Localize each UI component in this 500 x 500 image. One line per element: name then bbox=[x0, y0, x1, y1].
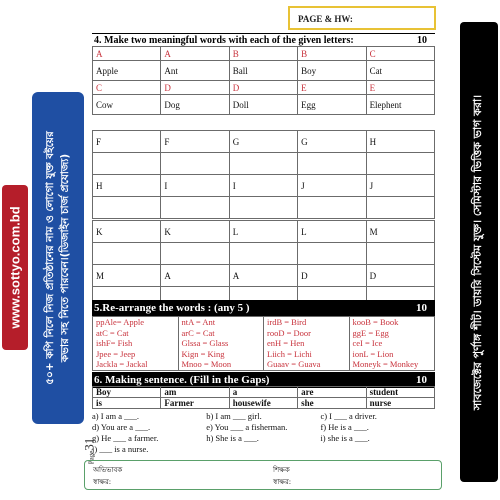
word-cell[interactable]: Cat bbox=[366, 61, 434, 81]
letters-table-2 bbox=[92, 130, 435, 219]
sentence-item[interactable]: f) He is a ___. bbox=[320, 422, 369, 432]
word-cell[interactable] bbox=[161, 197, 229, 219]
letter-cell: F bbox=[93, 131, 161, 153]
letter-cell: A bbox=[161, 265, 229, 287]
rearrange-column-4 bbox=[349, 317, 435, 371]
letter-cell: D bbox=[366, 265, 434, 287]
letter-cell: D bbox=[298, 265, 366, 287]
website-badge[interactable] bbox=[2, 185, 28, 350]
gap-word: student bbox=[366, 387, 434, 398]
gap-word: nurse bbox=[366, 398, 434, 409]
word-cell[interactable] bbox=[161, 243, 229, 265]
rearrange-item: ggE = Egg bbox=[352, 327, 389, 338]
section5-header bbox=[92, 300, 435, 316]
gap-word: a bbox=[229, 387, 297, 398]
word-cell[interactable]: Boy bbox=[298, 61, 366, 81]
rearrange-item: arC = Cat bbox=[181, 327, 215, 338]
letter-cell: M bbox=[93, 265, 161, 287]
letters-table-3 bbox=[92, 220, 435, 309]
section6-title: 6. Making sentence. (Fill in the Gaps) bbox=[94, 374, 270, 386]
left-banner bbox=[0, 0, 36, 500]
sentence-item[interactable]: e) You ___ a fisherman. bbox=[206, 422, 288, 432]
guardian-sign[interactable]: স্বাক্ষর: bbox=[93, 478, 112, 486]
sentence-row bbox=[92, 433, 435, 444]
letter-cell: H bbox=[366, 131, 434, 153]
rearrange-row bbox=[93, 317, 435, 371]
word-cell[interactable] bbox=[93, 197, 161, 219]
letter-cell: J bbox=[366, 175, 434, 197]
word-cell[interactable]: Ball bbox=[229, 61, 297, 81]
teacher-label: শিক্ষক bbox=[273, 466, 290, 474]
word-cell[interactable]: Ant bbox=[161, 61, 229, 81]
section5-marks: 10 bbox=[416, 302, 427, 314]
rearrange-table bbox=[92, 316, 435, 371]
letter-cell: B bbox=[229, 47, 297, 61]
word-cell[interactable]: Apple bbox=[93, 61, 161, 81]
rearrange-item: Jpee = Jeep bbox=[96, 348, 136, 359]
rearrange-item: Glssa = Glass bbox=[181, 338, 229, 348]
letter-row bbox=[93, 265, 435, 287]
sentence-row bbox=[92, 422, 435, 433]
word-cell[interactable] bbox=[366, 153, 434, 175]
gap-word: Boy bbox=[93, 387, 161, 398]
letter-cell: E bbox=[366, 81, 434, 95]
letter-row bbox=[93, 47, 435, 61]
rearrange-item: enH = Hen bbox=[267, 338, 305, 348]
word-row bbox=[93, 243, 435, 265]
word-cell[interactable] bbox=[298, 197, 366, 219]
letters-table-1 bbox=[92, 46, 435, 115]
word-cell[interactable] bbox=[229, 153, 297, 175]
sentence-item[interactable]: i) she is a ___. bbox=[320, 433, 370, 443]
letter-cell: G bbox=[229, 131, 297, 153]
letter-cell: M bbox=[366, 221, 434, 243]
word-cell[interactable]: Doll bbox=[229, 95, 297, 115]
letter-cell: L bbox=[229, 221, 297, 243]
rearrange-item: kooB = Book bbox=[352, 317, 399, 327]
rearrange-item: rooD = Door bbox=[267, 327, 311, 338]
gap-words-row bbox=[93, 398, 435, 409]
rearrange-item: ppAle= Apple bbox=[96, 317, 144, 327]
section6-marks: 10 bbox=[416, 374, 427, 386]
letter-cell: C bbox=[366, 47, 434, 61]
letter-row bbox=[93, 221, 435, 243]
sentence-list bbox=[92, 411, 435, 455]
rearrange-column-2 bbox=[178, 317, 264, 371]
sentence-item[interactable]: c) I ___ a driver. bbox=[320, 411, 377, 421]
section5-title: 5.Re-arrange the words : (any 5 ) bbox=[94, 302, 250, 314]
gap-word: am bbox=[161, 387, 229, 398]
word-cell[interactable]: Dog bbox=[161, 95, 229, 115]
word-row bbox=[93, 197, 435, 219]
word-row bbox=[93, 95, 435, 115]
letter-cell: I bbox=[229, 175, 297, 197]
letter-cell: L bbox=[298, 221, 366, 243]
section4-marks: 10 bbox=[417, 34, 427, 46]
letter-cell: H bbox=[93, 175, 161, 197]
gap-word: housewife bbox=[229, 398, 297, 409]
word-cell[interactable]: Cow bbox=[93, 95, 161, 115]
rearrange-item: ntA = Ant bbox=[181, 317, 216, 327]
gap-word: is bbox=[93, 398, 161, 409]
rearrange-item: irdB = Bird bbox=[267, 317, 307, 327]
letter-cell: F bbox=[161, 131, 229, 153]
rearrange-item: Mnoo = Moon bbox=[181, 359, 232, 369]
page-label: Page bbox=[87, 450, 96, 465]
offer-line-2: কভার সহ নিতে পারবেন।(ডিজাইন চার্জ প্রযোজ্য) bbox=[59, 153, 72, 363]
word-cell[interactable] bbox=[229, 243, 297, 265]
right-banner bbox=[460, 22, 498, 482]
letter-cell: K bbox=[93, 221, 161, 243]
letter-cell: I bbox=[161, 175, 229, 197]
word-row bbox=[93, 153, 435, 175]
word-cell[interactable] bbox=[161, 153, 229, 175]
rearrange-item: ionL = Lion bbox=[352, 348, 394, 359]
gap-word: she bbox=[298, 398, 366, 409]
teacher-sign[interactable]: স্বাক্ষর: bbox=[273, 478, 292, 486]
letter-cell: A bbox=[93, 47, 161, 61]
letter-row bbox=[93, 175, 435, 197]
section4-header bbox=[92, 33, 435, 47]
sentence-row bbox=[92, 411, 435, 422]
letter-row bbox=[93, 81, 435, 95]
rearrange-item: Guaav = Guava bbox=[267, 359, 321, 369]
rearrange-item: ceI = Ice bbox=[352, 338, 383, 348]
right-banner-text: সাবজেক্টের পুর্ণাঙ্গ শীট। ডায়রি সিস্টেম যুক্ত। সেমিস্টার ভিত্তিক ভাগ করা। bbox=[471, 94, 485, 410]
word-cell[interactable] bbox=[298, 153, 366, 175]
gap-words-row bbox=[93, 387, 435, 398]
worksheet bbox=[81, 0, 452, 500]
section4-title: 4. Make two meaningful words with each of the given letters: bbox=[94, 34, 354, 46]
website-url: www.sottyo.com.bd bbox=[7, 206, 23, 329]
offer-line-1: ৫০+ কপি নিলে নিজ প্রতিষ্ঠানের নাম ও লোগো যুক্ত বইয়ের bbox=[44, 131, 57, 385]
letter-row bbox=[93, 131, 435, 153]
offer-badge bbox=[32, 92, 84, 424]
guardian-label: অভিভাবক bbox=[93, 466, 123, 474]
sentence-item[interactable]: j) ___ is a nurse. bbox=[92, 444, 149, 454]
letter-cell: D bbox=[229, 81, 297, 95]
gap-word: are bbox=[298, 387, 366, 398]
rearrange-item: Liich = Lichi bbox=[267, 348, 312, 359]
rearrange-item: atC = Cat bbox=[96, 327, 129, 338]
letter-cell: D bbox=[161, 81, 229, 95]
rearrange-column-1 bbox=[93, 317, 179, 371]
word-row bbox=[93, 61, 435, 81]
word-cell[interactable] bbox=[93, 243, 161, 265]
letter-cell: K bbox=[161, 221, 229, 243]
page-value: 31 bbox=[81, 437, 97, 451]
rearrange-item: ishF= Fish bbox=[96, 338, 133, 348]
gap-word: Farmer bbox=[161, 398, 229, 409]
page-hw-box[interactable]: PAGE & HW: bbox=[288, 6, 436, 30]
sentence-item[interactable]: a) I am a ___. bbox=[92, 411, 139, 421]
letter-cell: A bbox=[161, 47, 229, 61]
rearrange-item: Jackla = Jackal bbox=[96, 359, 148, 369]
letter-cell: C bbox=[93, 81, 161, 95]
rearrange-item: Kign = King bbox=[181, 348, 225, 359]
letter-cell: B bbox=[298, 47, 366, 61]
letter-cell: A bbox=[229, 265, 297, 287]
sentence-item[interactable]: d) You are a ___. bbox=[92, 422, 151, 432]
word-cell[interactable]: Elephent bbox=[366, 95, 434, 115]
sentence-item[interactable]: b) I am ___ girl. bbox=[206, 411, 262, 421]
letter-cell: G bbox=[298, 131, 366, 153]
letter-cell: J bbox=[298, 175, 366, 197]
offer-text bbox=[43, 131, 73, 385]
word-cell[interactable] bbox=[366, 197, 434, 219]
word-cell[interactable] bbox=[229, 197, 297, 219]
sentence-item[interactable]: h) She is a ___. bbox=[206, 433, 259, 443]
word-cell[interactable] bbox=[366, 243, 434, 265]
rearrange-item: Moneyk = Monkey bbox=[352, 359, 419, 369]
word-cell[interactable] bbox=[93, 153, 161, 175]
signature-box bbox=[84, 460, 442, 490]
word-cell[interactable]: Egg bbox=[298, 95, 366, 115]
letter-cell: E bbox=[298, 81, 366, 95]
rearrange-column-3 bbox=[264, 317, 350, 371]
word-cell[interactable] bbox=[298, 243, 366, 265]
sentence-item[interactable]: g) He ___ a farmer. bbox=[92, 433, 159, 443]
gap-words-table bbox=[92, 386, 435, 409]
sentence-row bbox=[92, 444, 435, 455]
